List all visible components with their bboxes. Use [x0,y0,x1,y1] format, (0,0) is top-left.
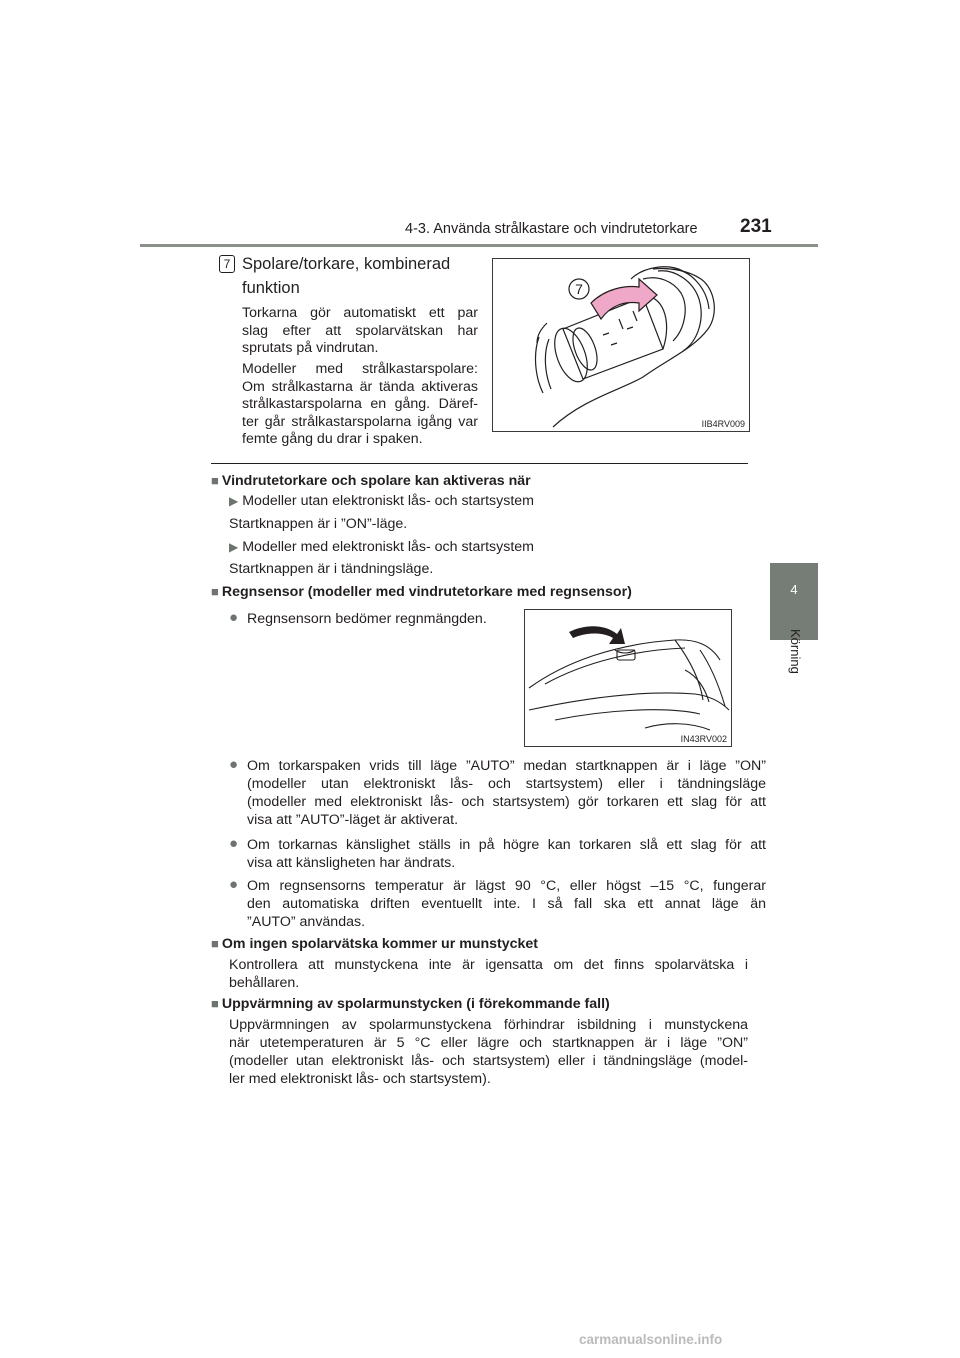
item-title-line1: Spolare/torkare, kombinerad [242,255,451,273]
note2-bullet2-line: Om torkarspaken vrids till läge ”AUTO” medan startknappen är i läge ”ON” [247,758,766,774]
figure-code: IIB4RV009 [701,419,745,429]
sensor-pointer-arrow [569,626,625,644]
item-title-line2: funktion [242,279,300,297]
page-number: 231 [740,216,772,237]
para1-line: sprutats på vindrutan. [242,340,379,357]
note2-bullet3 [229,836,766,872]
square-bullet-icon: ■ [211,584,219,599]
chapter-name-vertical [789,629,809,689]
square-bullet-icon: ■ [211,936,219,951]
note4-line: när utetemperaturen är 5 °C eller lägre och startknappen är i läge ”ON” [229,1035,748,1051]
watermark-link[interactable]: carmanualsonline.info [579,1332,723,1347]
note3-text [229,956,748,992]
note3-title-text: Om ingen spolarvätska kommer ur munstycket [221,936,539,952]
car-windshield-illustration [525,610,731,746]
item-paragraph-1 [242,305,478,358]
figure-callout-7: 7 [575,281,583,297]
note1-sub1 [229,492,534,510]
note4-line: (modeller utan elektroniskt lås- och startsystem) eller i tändningsläge (model- [229,1053,748,1069]
note2-bullet2-line: (modeller med elektroniskt lås- och startsystem) gör torkaren ett slag för att [247,794,766,810]
note4-title [211,995,610,1013]
wiper-lever-figure [492,258,750,432]
para2-line: Om strålkastarna är tända aktiveras [242,378,478,395]
note1-text2: Startknappen är i tändningsläge. [229,561,434,577]
note3-line: behållaren. [229,975,300,991]
note4-line: ler med elektroniskt lås- och startsystem). [229,1071,491,1087]
item-paragraph-2 [242,361,478,449]
note2-bullet2 [229,757,766,829]
section-heading: 4-3. Använda strålkastare och vindrutetorkare [405,221,698,237]
dot-bullet-icon: ● [229,756,239,773]
note1-sub2 [229,538,534,556]
note1-title [211,472,531,490]
para2-line: Modeller med strålkastarspolare: [242,361,478,377]
square-bullet-icon: ■ [211,473,219,488]
note3-title [211,935,538,953]
chapter-number: 4 [790,582,798,597]
note2-bullet1 [229,610,487,628]
note2-bullet1-text: Regnsensorn bedömer regnmängden. [247,611,487,627]
note1-sub1-text: Modeller utan elektroniskt lås- och startsystem [242,493,534,509]
triangle-bullet-icon: ▶ [229,494,239,508]
chapter-name: Körning [788,629,803,674]
note2-bullet2-line: visa att ”AUTO”-läget är aktiverat. [247,812,459,828]
note2-title [211,583,632,601]
para2-line: ter går strålkastarspolarna igång var [242,413,478,430]
note2-bullet4 [229,877,766,931]
para1-line: Torkarna gör automatiskt ett par [242,305,478,321]
dot-bullet-icon: ● [229,876,239,893]
note1-title-text: Vindrutetorkare och spolare kan aktiveras när [221,473,531,489]
pull-arrow [591,279,657,319]
item-number-badge: 7 [219,255,235,273]
note2-bullet4-line: ”AUTO” användas. [247,914,366,930]
section-separator [211,463,748,464]
square-bullet-icon: ■ [211,996,219,1011]
dot-bullet-icon: ● [229,609,239,626]
header-rule [140,244,818,247]
triangle-bullet-icon: ▶ [229,540,239,554]
note2-bullet3-line: Om torkarnas känslighet ställs in på högre kan torkaren slå ett slag för att [247,837,766,853]
note4-line: Uppvärmningen av spolarmunstyckena förhindrar isbildning i munstyckena [229,1017,748,1033]
note2-title-text: Regnsensor (modeller med vindrutetorkare med regnsensor) [221,584,632,600]
hand-lever-illustration [493,259,749,431]
rain-sensor-figure [524,609,732,747]
para2-line: strålkastarspolarna en gång. Däref- [242,396,478,413]
note1-text1: Startknappen är i ”ON”-läge. [229,516,408,532]
note2-bullet4-line: Om regnsensorns temperatur är lägst 90 °C, eller högst –15 °C, fungerar [247,878,766,894]
figure-code: IN43RV002 [680,734,727,744]
note2-bullet2-line: (modeller utan elektroniskt lås- och startsystem) eller i tändningsläge [247,776,766,792]
note2-bullet3-line: visa att känsligheten har ändrats. [247,855,456,871]
item-title [242,252,450,300]
note2-bullet4-line: den automatiska driften eventuellt inte. I så fall ska ett annat läge än [247,896,766,912]
note1-sub2-text: Modeller med elektroniskt lås- och startsystem [242,539,534,555]
note4-title-text: Uppvärmning av spolarmunstycken (i förekommande fall) [221,996,610,1012]
note3-line: Kontrollera att munstyckena inte är igensatta om det finns spolarvätska i [229,957,748,973]
para2-line: femte gång du drar i spaken. [242,431,423,448]
dot-bullet-icon: ● [229,835,239,852]
note4-text [229,1016,748,1088]
para1-line: slag efter att spolarvätskan har [242,322,478,339]
